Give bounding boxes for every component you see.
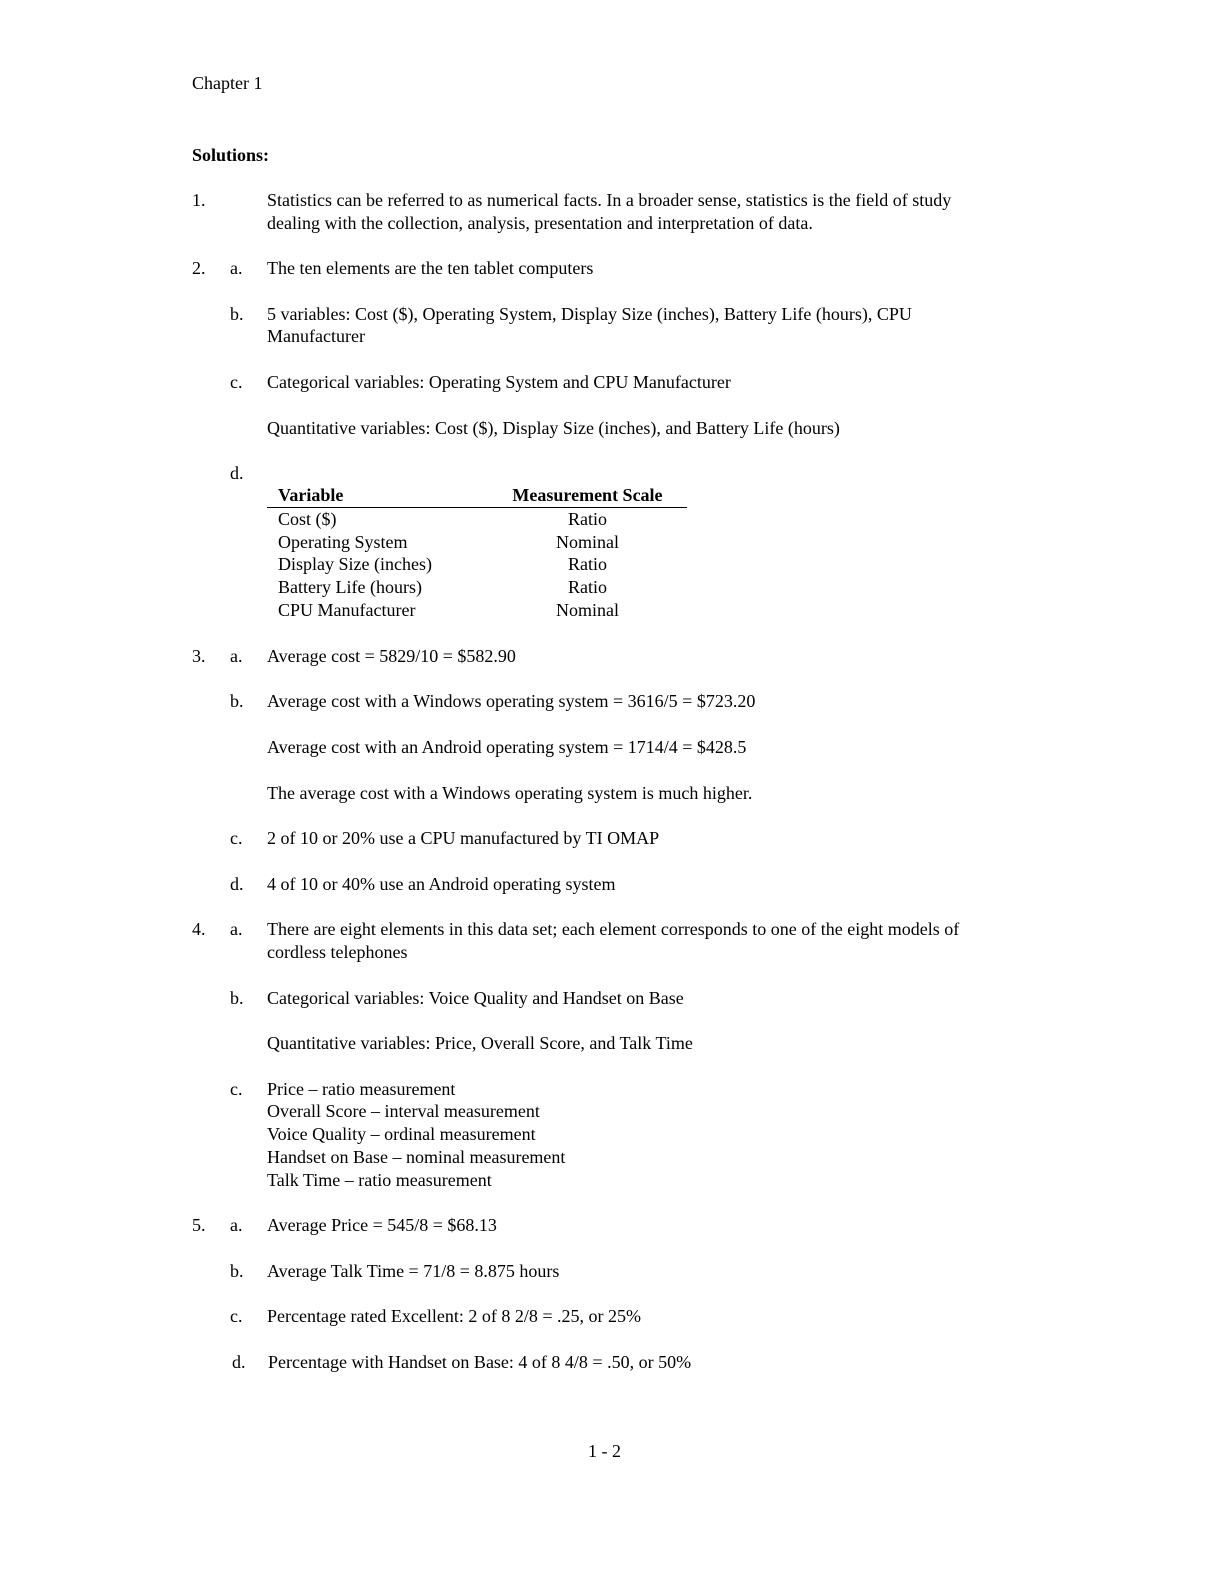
q4c-line-1: Price – ratio measurement — [267, 1079, 456, 1099]
q1-line-1: Statistics can be referred to as numerical facts. In a broader sense, statistics is the field of study — [267, 190, 952, 210]
q3b-line-2: Average cost with an Android operating system = 1714/4 = $428.5 — [267, 737, 747, 757]
table-cell-scale: Nominal — [556, 531, 619, 552]
table-row — [267, 599, 687, 622]
q5a-label: a. — [230, 1215, 243, 1235]
chapter-header: Chapter 1 — [192, 73, 263, 93]
q2c-line-1: Categorical variables: Operating System and CPU Manufacturer — [267, 372, 731, 392]
q4c-line-3: Voice Quality – ordinal measurement — [267, 1124, 536, 1144]
table-cell-variable: Operating System — [278, 531, 408, 552]
q3b-line-3: The average cost with a Windows operating system is much higher. — [267, 783, 753, 803]
solutions-heading: Solutions: — [192, 145, 270, 165]
q5d-text: Percentage with Handset on Base: 4 of 8 4/8 = .50, or 50% — [268, 1352, 692, 1372]
q2a-text: The ten elements are the ten tablet computers — [267, 258, 594, 278]
q2a-label: a. — [230, 258, 243, 278]
q2d-label: d. — [230, 463, 244, 483]
q4c-label: c. — [230, 1079, 243, 1099]
q3d-text: 4 of 10 or 40% use an Android operating system — [267, 874, 616, 894]
table-cell-variable: Cost ($) — [278, 508, 337, 529]
q4a-line-2: cordless telephones — [267, 942, 408, 962]
table-header-variable: Variable — [267, 484, 488, 507]
q4c-line-5: Talk Time – ratio measurement — [267, 1170, 492, 1190]
table-cell-scale: Ratio — [568, 577, 607, 598]
table-header-measurement-scale: Measurement Scale — [488, 484, 687, 507]
q2c-line-2: Quantitative variables: Cost ($), Display Size (inches), and Battery Life (hours) — [267, 418, 840, 438]
q3c-text: 2 of 10 or 20% use a CPU manufactured by TI OMAP — [267, 828, 660, 848]
q4c-line-2: Overall Score – interval measurement — [267, 1101, 540, 1121]
q2b-line-2: Manufacturer — [267, 326, 365, 346]
table-cell-scale: Nominal — [556, 599, 619, 620]
q5b-label: b. — [230, 1261, 244, 1281]
table-row — [267, 507, 687, 530]
q3d-label: d. — [230, 874, 244, 894]
q2c-label: c. — [230, 372, 243, 392]
measurement-scale-table — [267, 484, 687, 622]
table-cell-variable: Display Size (inches) — [278, 554, 432, 575]
q1-line-2: dealing with the collection, analysis, presentation and interpretation of data. — [267, 213, 813, 233]
q5-number: 5. — [192, 1215, 206, 1235]
table-cell-variable: CPU Manufacturer — [278, 599, 416, 620]
q4-number: 4. — [192, 919, 206, 939]
q4c-line-4: Handset on Base – nominal measurement — [267, 1147, 566, 1167]
table-header-row — [267, 484, 687, 507]
q4b-label: b. — [230, 988, 244, 1008]
q5c-label: c. — [230, 1306, 243, 1326]
table-row — [267, 553, 687, 576]
q4a-line-1: There are eight elements in this data set; each element corresponds to one of the eight models of — [267, 919, 960, 939]
q4b-line-2: Quantitative variables: Price, Overall Score, and Talk Time — [267, 1033, 693, 1053]
q5b-text: Average Talk Time = 71/8 = 8.875 hours — [267, 1261, 560, 1281]
q3a-text: Average cost = 5829/10 = $582.90 — [267, 646, 516, 666]
q2b-label: b. — [230, 304, 244, 324]
q4b-line-1: Categorical variables: Voice Quality and Handset on Base — [267, 988, 684, 1008]
q5d-label: d. — [232, 1352, 246, 1372]
q3c-label: c. — [230, 828, 243, 848]
q3b-line-1: Average cost with a Windows operating system = 3616/5 = $723.20 — [267, 691, 756, 711]
q2-number: 2. — [192, 258, 206, 278]
q1-number: 1. — [192, 190, 206, 210]
table-cell-scale: Ratio — [568, 508, 607, 529]
page-number: 1 - 2 — [588, 1441, 621, 1461]
q3b-label: b. — [230, 691, 244, 711]
q3-number: 3. — [192, 646, 206, 666]
q5c-text: Percentage rated Excellent: 2 of 8 2/8 = .25, or 25% — [267, 1306, 642, 1326]
q3a-label: a. — [230, 646, 243, 666]
q5a-text: Average Price = 545/8 = $68.13 — [267, 1215, 497, 1235]
q4a-label: a. — [230, 919, 243, 939]
table-row — [267, 576, 687, 599]
table-row — [267, 531, 687, 554]
table-cell-variable: Battery Life (hours) — [278, 577, 422, 598]
q2b-line-1: 5 variables: Cost ($), Operating System, Display Size (inches), Battery Life (hours), CPU — [267, 304, 912, 324]
table-cell-scale: Ratio — [568, 554, 607, 575]
